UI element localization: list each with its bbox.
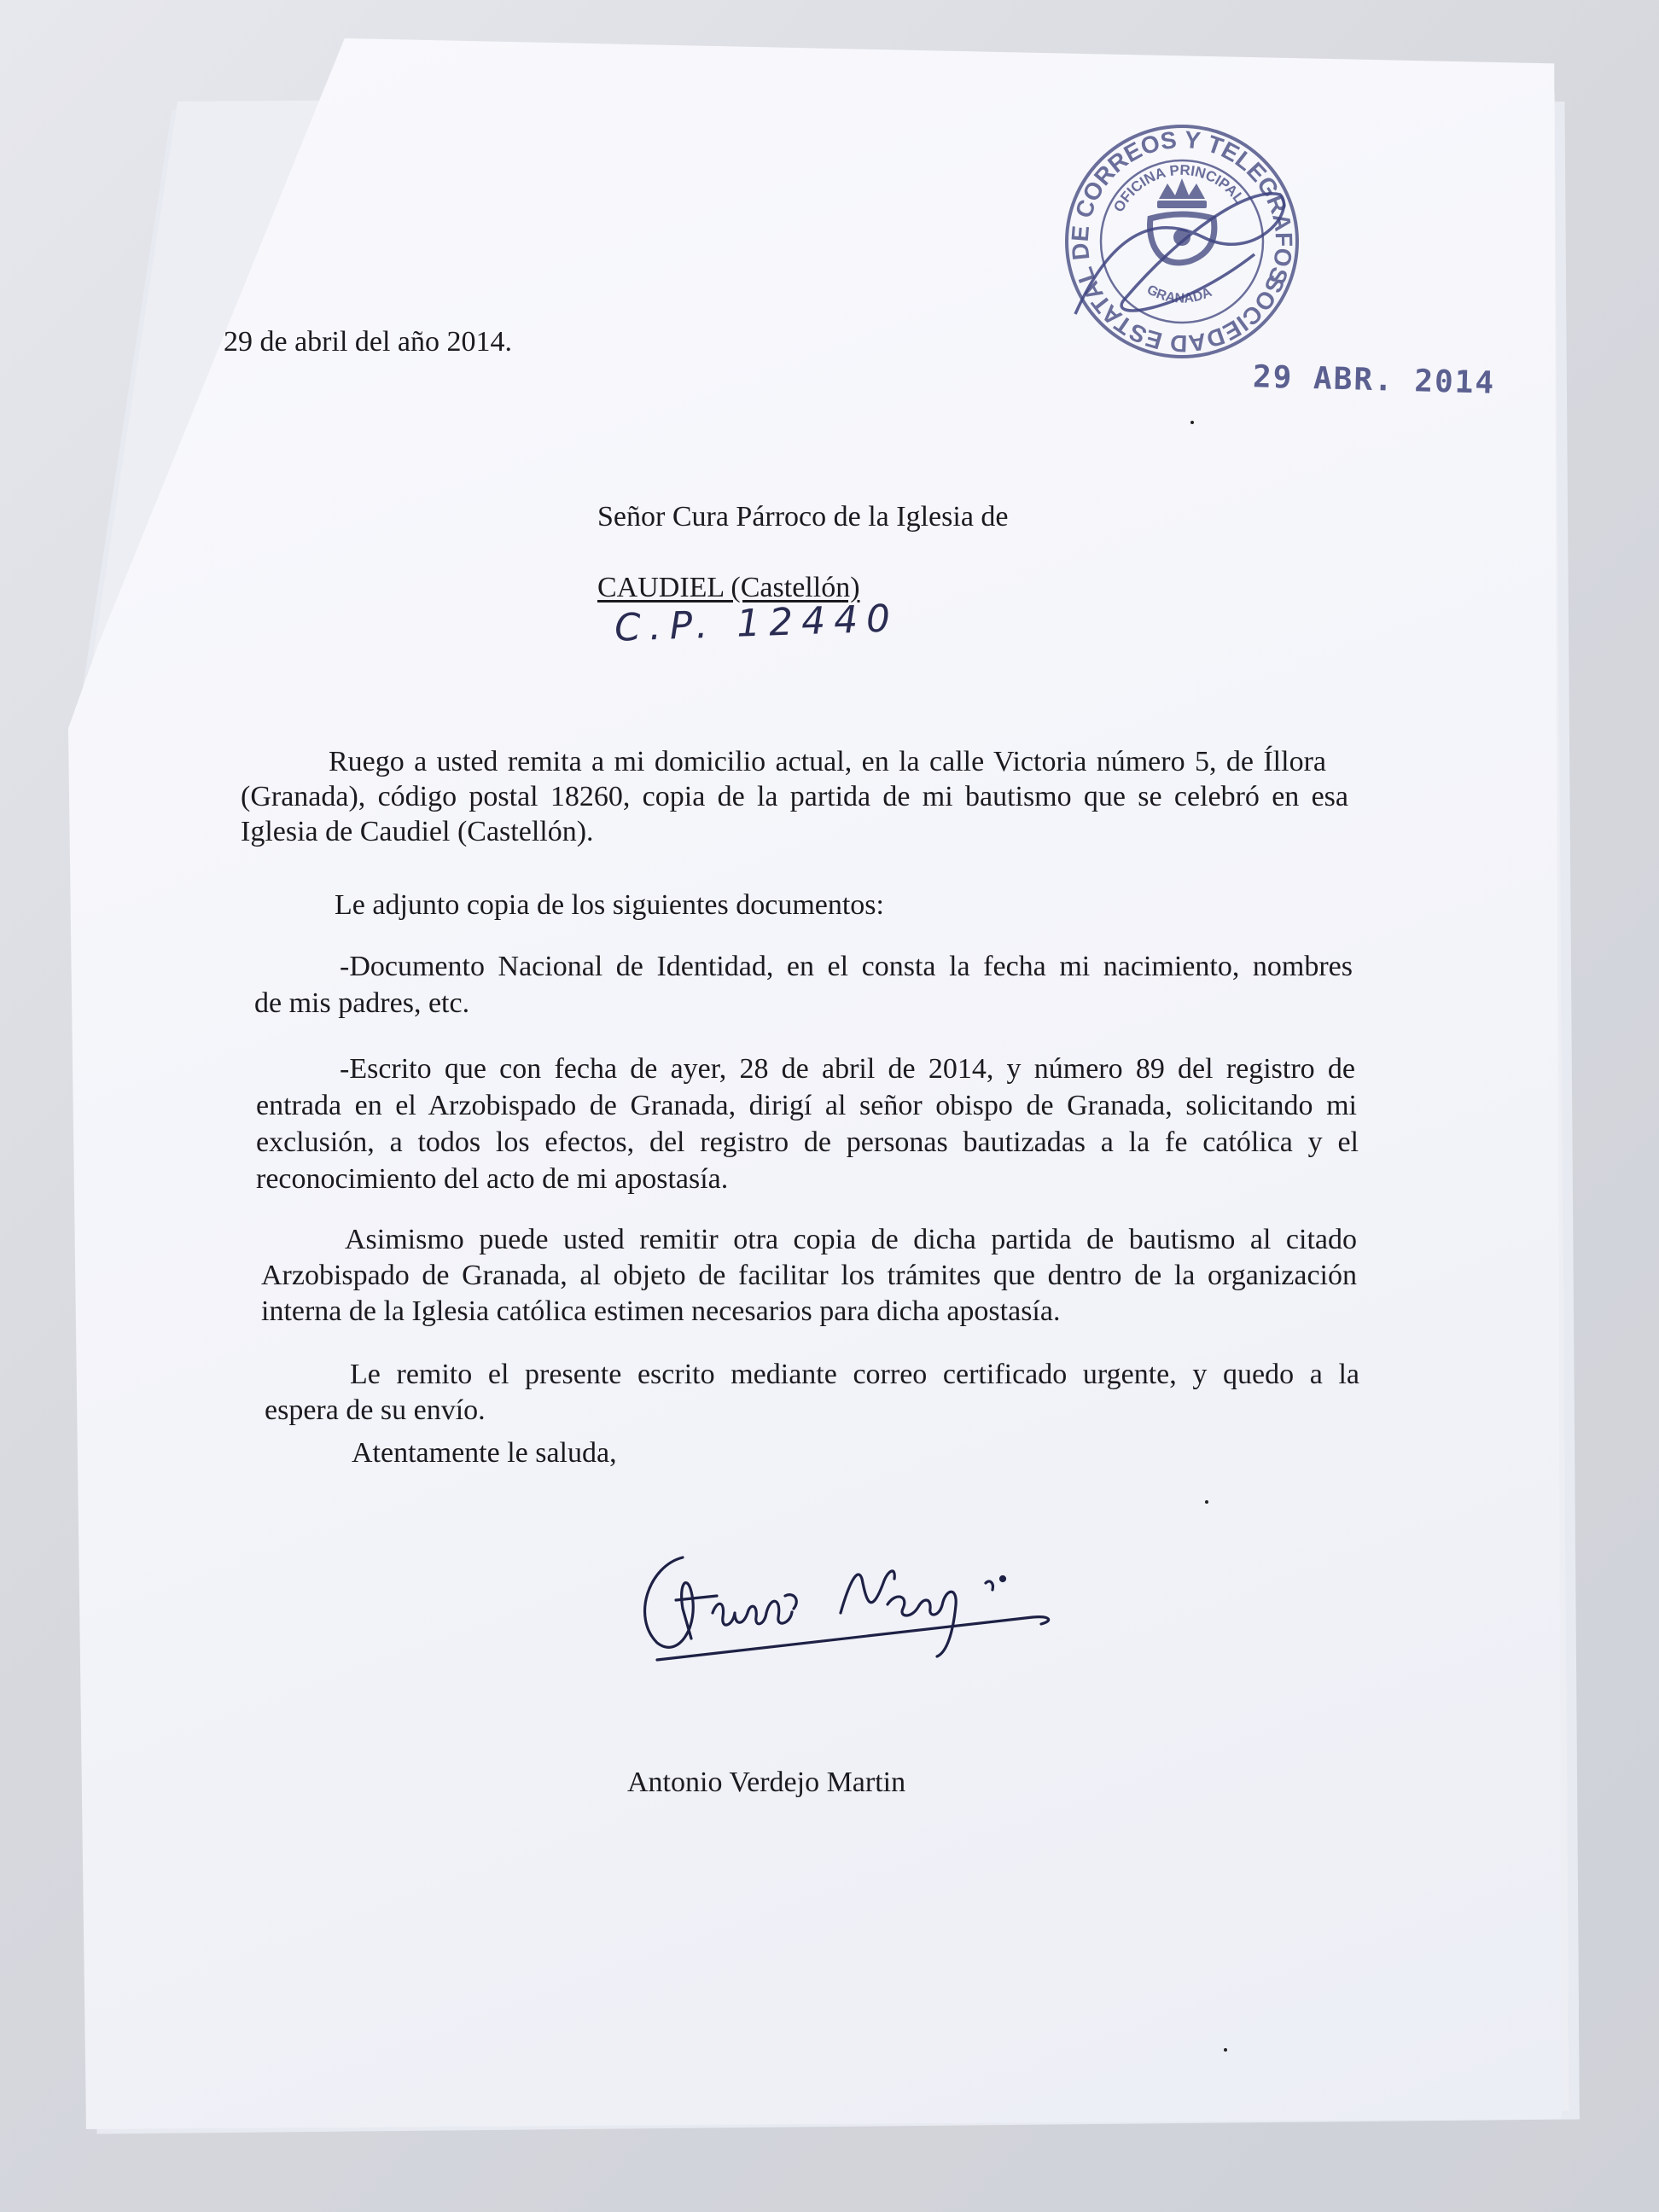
addressee-town: CAUDIEL (Castellón) [597, 572, 860, 603]
stamp-city-text: GRANADA [1144, 282, 1214, 306]
paragraph-line: Le remito el presente escrito mediante correo certificado urgente, y quedo a la [350, 1359, 1359, 1390]
dust-speck [1205, 1500, 1208, 1504]
paragraph-line: Ruego a usted remita a mi domicilio actual, en la calle Victoria número 5, de Íllora [329, 746, 1326, 777]
bullet-line: entrada en el Arzobispado de Granada, dirigí al señor obispo de Granada, solicitando mi [256, 1090, 1357, 1121]
paragraph-line: interna de la Iglesia católica estimen necesarios para dicha apostasía. [261, 1295, 1061, 1327]
bullet-line: -Escrito que con fecha de ayer, 28 de abril de 2014, y número 89 del registro de [340, 1053, 1355, 1085]
closing-line: Atentamente le saluda, [352, 1437, 617, 1469]
letter-date: 29 de abril del año 2014. [224, 326, 513, 358]
dust-speck [1190, 421, 1194, 424]
bullet-line: de mis padres, etc. [254, 987, 470, 1019]
signer-name: Antonio Verdejo Martin [627, 1767, 906, 1798]
paragraph-line: espera de su envío. [265, 1394, 486, 1426]
postal-stamp [1058, 118, 1306, 365]
paragraph-line: Arzobispado de Granada, al objeto de facilitar los trámites que dentro de la organización [261, 1260, 1357, 1291]
handwritten-postcode: C.P. 12440 [614, 597, 899, 650]
paragraph-line: Iglesia de Caudiel (Castellón). [241, 816, 594, 847]
stamp-inner-text: OFICINA PRINCIPAL [1110, 161, 1248, 215]
paragraph-line: (Granada), código postal 18260, copia de la partida de mi bautismo que se celebró en esa [241, 781, 1348, 812]
date-stamp: 29 ABR. 2014 [1252, 359, 1496, 401]
addressee-line: Señor Cura Párroco de la Iglesia de [597, 501, 1009, 533]
bullet-line: reconocimiento del acto de mi apostasía. [256, 1163, 729, 1195]
paragraph-line: Asimismo puede usted remitir otra copia de dicha partida de bautismo al citado [345, 1224, 1357, 1255]
bullet-line: -Documento Nacional de Identidad, en el consta la fecha mi nacimiento, nombres [340, 951, 1353, 982]
paragraph-line: Le adjunto copia de los siguientes documentos: [335, 889, 884, 921]
handwritten-signature [632, 1532, 1075, 1681]
post-horn-crown-icon [1150, 178, 1214, 263]
signature-lettering: Antonio Verdejo [632, 1532, 637, 1533]
bullet-line: exclusión, a todos los efectos, del registro de personas bautizadas a la fe católica y el [256, 1126, 1359, 1158]
dust-speck [1224, 2048, 1227, 2052]
stamp-ring-text: SOCIEDAD ESTATAL DE CORREOS Y TELEGRAFOS [1066, 125, 1298, 358]
